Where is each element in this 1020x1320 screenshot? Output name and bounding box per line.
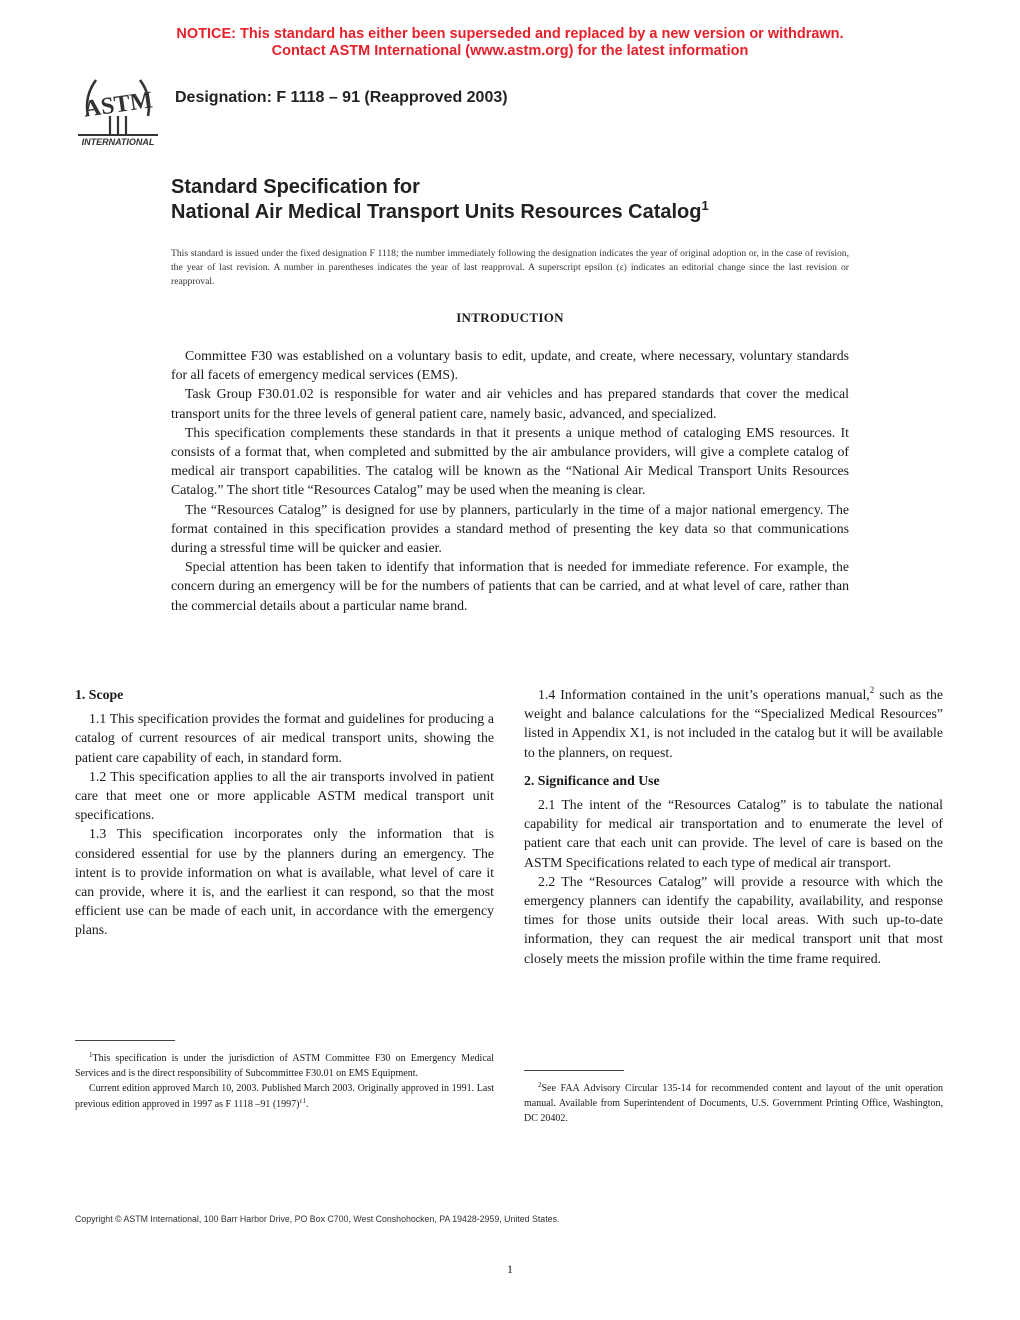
footnote-divider-left bbox=[75, 1040, 175, 1041]
introduction-heading: INTRODUCTION bbox=[456, 310, 564, 325]
significance-paragraph-2-2: 2.2 The “Resources Catalog” will provide a resource with which the emergency planners can identify the capability, availability, and response times for those units outside their local areas. With such up-to-date information, they can request the air medical transport unit that most closely meets the mission profile within the time frame required. bbox=[524, 873, 943, 966]
standard-preamble: This standard is issued under the fixed designation F 1118; the number immediately following the designation indicates the year of original adoption or, in the case of revision, the year of last revision. A number in parentheses indicates the year of last reapproval. A superscript epsilon (ε) indicates an editorial change since the last revision or reapproval. bbox=[171, 248, 849, 287]
notice-line-2: Contact ASTM International (www.astm.org) for the latest information bbox=[271, 43, 749, 59]
footnote-1b-period: . bbox=[305, 1098, 309, 1110]
scope-paragraph-1-1: 1.1 This specification provides the format and guidelines for producing a catalog of current resources of air medical transport units, showing the patient care capability of each, in standard form. bbox=[75, 711, 494, 765]
footnote-2 bbox=[524, 1081, 943, 1127]
scope-paragraph-1-4 bbox=[524, 685, 943, 762]
footnote-1 bbox=[75, 1051, 494, 1081]
footnotes-left bbox=[75, 1051, 494, 1112]
section-heading-significance: 2. Significance and Use bbox=[524, 772, 660, 788]
footnote-2-text: See FAA Advisory Circular 135-14 for recommended content and layout of the unit operation manual. Available from Superintendent of Documents, U.S. Government Printing Office, Washington, DC 20402. bbox=[524, 1083, 943, 1125]
astm-logo bbox=[76, 74, 160, 148]
scope-1-4-text-cont: such as the weight and balance calculations for the “Specialized Medical Resources” listed in Appendix X1, is not included in the catalog but it will be available to the planners, on request. bbox=[524, 687, 943, 760]
designation: Designation: F 1118 – 91 (Reapproved 2003) bbox=[175, 89, 508, 106]
footnote-1b-text: Current edition approved March 10, 2003. Published March 2003. Originally approved in 1991. Last previous edition approved in 1997 as F 1118 –91 (1997) bbox=[75, 1083, 494, 1110]
footnotes-right bbox=[524, 1081, 943, 1127]
footnote-1-mark: 1 bbox=[89, 1051, 93, 1059]
page-number: 1 bbox=[507, 1262, 513, 1276]
astm-logo-subtext: INTERNATIONAL bbox=[81, 137, 155, 147]
intro-paragraph: Special attention has been taken to identify that information that is needed for immediate reference. For example, the concern during an emergency will be for the numbers of patients that can be carried, and at what level of care, rather than the commercial details about a particular name brand. bbox=[171, 559, 849, 613]
footnote-1-text: This specification is under the jurisdiction of ASTM Committee F30 on Emergency Medical Services and is the direct responsibility of Subcommittee F30.01 on EMS Equipment. bbox=[75, 1053, 494, 1080]
left-column bbox=[75, 685, 494, 940]
intro-paragraph: This specification complements these standards in that it presents a unique method of cataloging EMS resources. It consists of a format that, when completed and submitted by the air ambulance providers, will give a complete catalog of medical air transport capabilities. The catalog will be known as the “National Air Medical Transport Units Resources Catalog.” The short title “Resources Catalog” may be used when the meaning is clear. bbox=[171, 424, 849, 498]
supersession-notice bbox=[0, 26, 1020, 60]
scope-paragraph-1-3: 1.3 This specification incorporates only the information that is considered essential for use by the planners during an emergency. The intent is to provide information on what is available, what level of care it can provide, where it is, and the earliest it can respond, so that the most efficient use can be made of each unit, in accordance with the emergency plans. bbox=[75, 826, 494, 938]
intro-paragraph: The “Resources Catalog” is designed for use by planners, particularly in the time of a major national emergency. The format contained in this specification provides a standard method of presenting the key data so that communications during a stressful time will be quicker and easier. bbox=[171, 501, 849, 556]
introduction-body bbox=[171, 346, 849, 615]
right-column bbox=[524, 685, 943, 968]
copyright-notice: Copyright © ASTM International, 100 Barr Harbor Drive, PO Box C700, West Conshohocken, PA 19428-2959, United States. bbox=[75, 1214, 560, 1224]
title-footnote-mark: 1 bbox=[701, 198, 709, 213]
footnote-1-continued bbox=[75, 1081, 494, 1111]
section-heading-scope: 1. Scope bbox=[75, 687, 124, 702]
title-line-1: Standard Specification for bbox=[171, 176, 420, 198]
significance-paragraph-2-1: 2.1 The intent of the “Resources Catalog” is to tabulate the national capability for medical air transportation and to enumerate the level of patient care that each unit can provide. The level of care is based on the ASTM Specifications related to each type of medical air transport. bbox=[524, 797, 943, 870]
footnote-divider-right bbox=[524, 1070, 624, 1071]
footnote-ref-2: 2 bbox=[869, 685, 875, 695]
scope-paragraph-1-2: 1.2 This specification applies to all the air transports involved in patient care that meet one or more applicable ASTM medical transport unit specifications. bbox=[75, 768, 494, 823]
scope-1-4-text: 1.4 Information contained in the unit’s operations manual, bbox=[538, 687, 870, 702]
intro-paragraph: Task Group F30.01.02 is responsible for water and air vehicles and has prepared standards that cover the medical transport units for the three levels of general patient care, namely basic, advanced, and specialized. bbox=[171, 386, 849, 421]
document-title bbox=[171, 175, 871, 225]
astm-logo-text: ASTM bbox=[81, 87, 155, 123]
title-line-2 bbox=[171, 200, 871, 225]
intro-paragraph: Committee F30 was established on a voluntary basis to edit, update, and create, where necessary, voluntary standards for all facets of emergency medical services (EMS). bbox=[171, 348, 849, 383]
title-line-2-text: National Air Medical Transport Units Resources Catalog bbox=[171, 201, 702, 223]
footnote-1b-epsilon: ε1 bbox=[299, 1096, 306, 1105]
notice-line-1: NOTICE: This standard has either been superseded and replaced by a new version or withdrawn. bbox=[176, 26, 844, 42]
footnote-2-mark: 2 bbox=[538, 1081, 542, 1089]
